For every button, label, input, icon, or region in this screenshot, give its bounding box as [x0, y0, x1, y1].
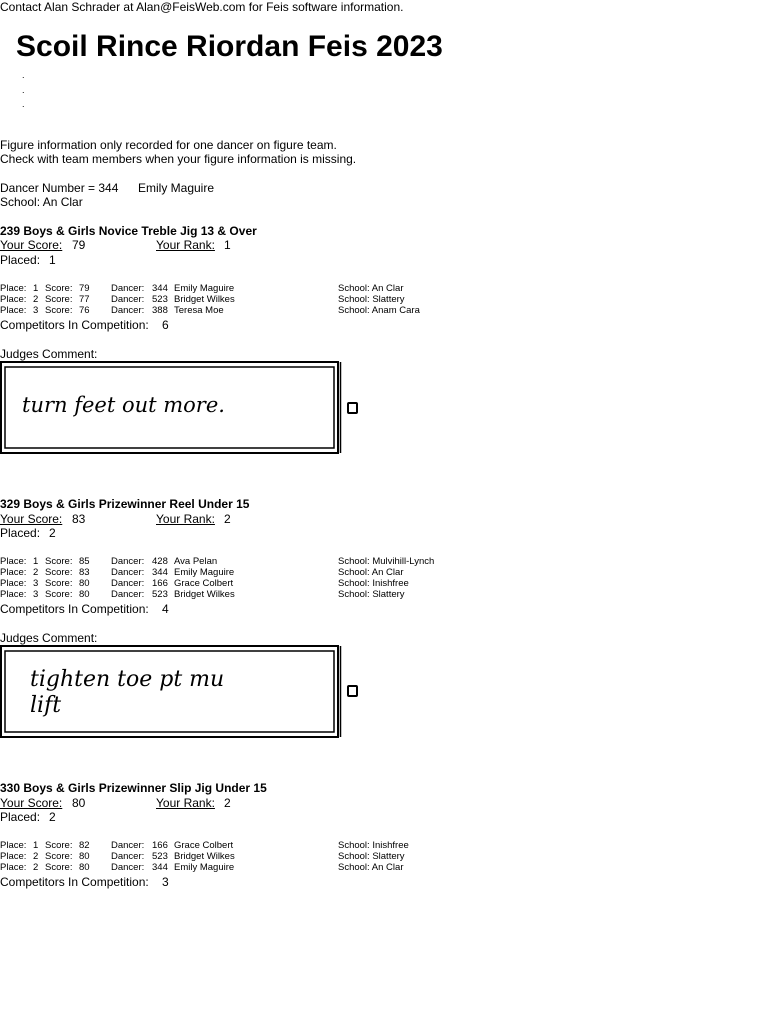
place-value: 2	[33, 862, 39, 873]
your-score-label: Your Score:	[0, 796, 63, 810]
score-value: 85	[79, 556, 90, 567]
dancer-number-value: 523	[152, 851, 168, 862]
dancer-label: Dancer:	[111, 567, 145, 578]
your-rank-value: 2	[224, 796, 231, 810]
place-label: Place:	[0, 589, 27, 600]
your-rank-value: 1	[224, 238, 231, 252]
dancer-label: Dancer:	[111, 862, 145, 873]
place-value: 2	[33, 294, 39, 305]
your-rank-value: 2	[224, 512, 231, 526]
score-value: 80	[79, 862, 90, 873]
school-value: School: Slattery	[338, 294, 405, 305]
dancer-name-value: Bridget Wilkes	[174, 294, 235, 305]
place-label: Place:	[0, 862, 27, 873]
score-value: 80	[79, 578, 90, 589]
dancer-label: Dancer:	[111, 589, 145, 600]
dot-1: .	[22, 70, 25, 80]
competition-title: 330 Boys & Girls Prizewinner Slip Jig Under 15	[0, 781, 267, 795]
your-rank-label: Your Rank:	[156, 238, 215, 252]
judges-comment-box	[0, 645, 342, 739]
comment-checkbox[interactable]	[347, 402, 358, 414]
dancer-name-value: Emily Maguire	[174, 862, 235, 873]
competition-title: 239 Boys & Girls Novice Treble Jig 13 & Over	[0, 224, 257, 238]
contact-line: Contact Alan Schrader at Alan@FeisWeb.com for Feis software information.	[0, 0, 404, 14]
dancer-label: Dancer:	[111, 294, 145, 305]
place-label: Place:	[0, 578, 27, 589]
dancer-number-value: 344	[152, 283, 168, 294]
dot-2: .	[22, 85, 25, 95]
place-label: Place:	[0, 283, 27, 294]
competitors-label: Competitors In Competition:	[0, 602, 149, 616]
dancer-name-value: Grace Colbert	[174, 840, 234, 851]
notice-line-1: Figure information only recorded for one dancer on figure team.	[0, 138, 337, 152]
dancer-number-value: 166	[152, 840, 168, 851]
school-value: School: An Clar	[338, 567, 404, 578]
dancer-label: Dancer:	[111, 851, 145, 862]
competition-title: 329 Boys & Girls Prizewinner Reel Under 15	[0, 497, 250, 511]
score-label: Score:	[45, 578, 73, 589]
school-value: School: Slattery	[338, 589, 405, 600]
place-label: Place:	[0, 851, 27, 862]
score-label: Score:	[45, 862, 73, 873]
dancer-number-value: 166	[152, 578, 168, 589]
your-score-label: Your Score:	[0, 238, 63, 252]
competitors-value: 4	[162, 602, 169, 616]
score-label: Score:	[45, 556, 73, 567]
dancer-label: Dancer:	[111, 283, 145, 294]
school-value: School: An Clar	[338, 862, 404, 873]
dancer-number-value: 388	[152, 305, 168, 316]
dancer-name-value: Teresa Moe	[174, 305, 224, 316]
judges-comment-label: Judges Comment:	[0, 631, 98, 645]
judges-comment-handwriting: tighten toe pt mu lift	[30, 667, 225, 718]
dancer-number-value: 344	[152, 862, 168, 873]
dancer-label: Dancer:	[111, 840, 145, 851]
dancer-school: School: An Clar	[0, 195, 83, 209]
score-value: 82	[79, 840, 90, 851]
dancer-number-value: 344	[152, 567, 168, 578]
dancer-number-value: 523	[152, 294, 168, 305]
competitors-label: Competitors In Competition:	[0, 318, 149, 332]
competitors-value: 3	[162, 875, 169, 889]
school-value: School: Mulvihill-Lynch	[338, 556, 435, 567]
score-value: 76	[79, 305, 90, 316]
dancer-name-value: Bridget Wilkes	[174, 589, 235, 600]
competitors-value: 6	[162, 318, 169, 332]
school-value: School: Slattery	[338, 851, 405, 862]
dancer-number: Dancer Number = 344	[0, 181, 119, 195]
dancer-number-value: 428	[152, 556, 168, 567]
school-value: School: Anam Cara	[338, 305, 420, 316]
your-score-value: 80	[72, 796, 86, 810]
place-value: 3	[33, 589, 39, 600]
dancer-name-value: Bridget Wilkes	[174, 851, 235, 862]
competitors-label: Competitors In Competition:	[0, 875, 149, 889]
school-value: School: Inishfree	[338, 578, 409, 589]
judges-comment-label: Judges Comment:	[0, 347, 98, 361]
judges-comment-box	[0, 361, 342, 455]
place-value: 2	[33, 567, 39, 578]
score-label: Score:	[45, 840, 73, 851]
your-score-value: 79	[72, 238, 86, 252]
place-label: Place:	[0, 556, 27, 567]
place-value: 1	[33, 556, 39, 567]
placed-label: Placed:	[0, 526, 41, 540]
place-value: 2	[33, 851, 39, 862]
dancer-label: Dancer:	[111, 556, 145, 567]
placed-label: Placed:	[0, 810, 41, 824]
place-label: Place:	[0, 567, 27, 578]
place-value: 3	[33, 578, 39, 589]
score-label: Score:	[45, 567, 73, 578]
dancer-name-value: Grace Colbert	[174, 578, 234, 589]
your-rank-label: Your Rank:	[156, 796, 215, 810]
score-value: 83	[79, 567, 90, 578]
dancer-number-value: 523	[152, 589, 168, 600]
comment-checkbox[interactable]	[347, 685, 358, 697]
score-value: 79	[79, 283, 90, 294]
dancer-name-value: Emily Maguire	[174, 283, 235, 294]
dancer-label: Dancer:	[111, 305, 145, 316]
your-rank-label: Your Rank:	[156, 512, 215, 526]
place-label: Place:	[0, 294, 27, 305]
page-title: Scoil Rince Riordan Feis 2023	[16, 30, 443, 63]
score-value: 80	[79, 851, 90, 862]
your-score-value: 83	[72, 512, 86, 526]
place-value: 1	[33, 840, 39, 851]
dancer-label: Dancer:	[111, 578, 145, 589]
score-label: Score:	[45, 294, 73, 305]
placed-label: Placed:	[0, 253, 41, 267]
judges-comment-handwriting: turn feet out more.	[22, 393, 225, 417]
notice-line-2: Check with team members when your figure information is missing.	[0, 152, 357, 166]
score-value: 77	[79, 294, 90, 305]
dancer-name-value: Ava Pelan	[174, 556, 218, 567]
school-value: School: An Clar	[338, 283, 404, 294]
place-value: 3	[33, 305, 39, 316]
your-score-label: Your Score:	[0, 512, 63, 526]
dot-3: .	[22, 99, 25, 109]
score-label: Score:	[45, 589, 73, 600]
place-value: 1	[33, 283, 39, 294]
placed-value: 2	[49, 810, 56, 824]
place-label: Place:	[0, 840, 27, 851]
placed-value: 2	[49, 526, 56, 540]
score-label: Score:	[45, 283, 73, 294]
place-label: Place:	[0, 305, 27, 316]
placed-value: 1	[49, 253, 56, 267]
score-label: Score:	[45, 851, 73, 862]
dancer-name: Emily Maguire	[138, 181, 215, 195]
score-value: 80	[79, 589, 90, 600]
dancer-name-value: Emily Maguire	[174, 567, 235, 578]
score-label: Score:	[45, 305, 73, 316]
school-value: School: Inishfree	[338, 840, 409, 851]
